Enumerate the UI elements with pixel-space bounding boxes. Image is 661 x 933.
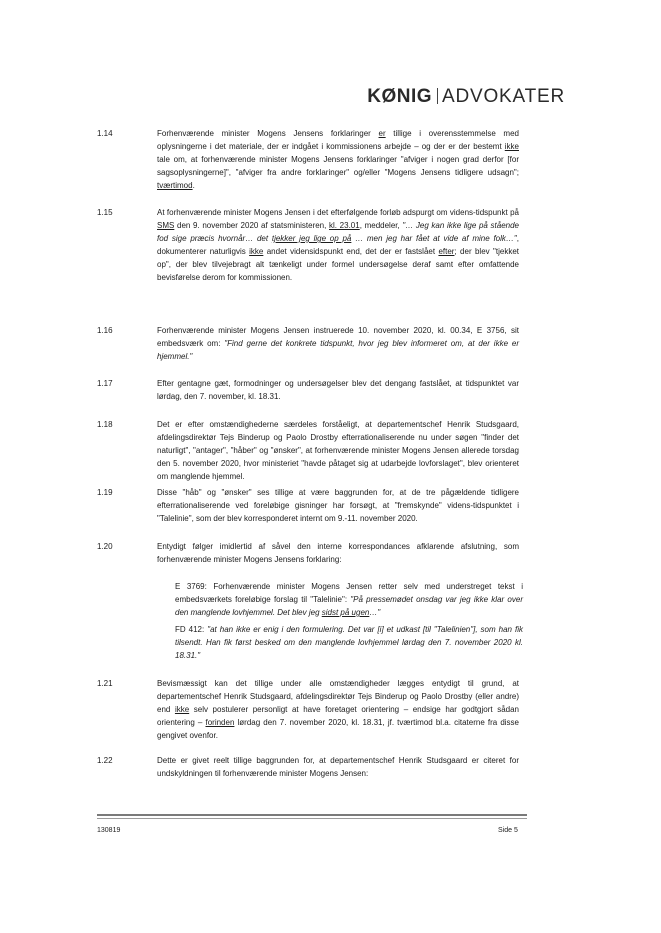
italic-quote: "… Jeg kan ikke lige på stående fod sige præcis hvornår… det <box>157 221 519 243</box>
paragraph-number: 1.15 <box>97 208 113 217</box>
footer-doc-id: 130819 <box>97 827 121 834</box>
paragraph-text: Disse "håb" og "ønsker" ses tillige at være baggrunden for, at de tre pågældende tidligere efterrationaliserende ved foreløbige gisninger har forsøgt, at "fremskynde" videns-tidspunktet i "Talelinie", som der blev korresponderet internt om 9.-11. november 2020. <box>157 488 519 523</box>
underlined-text: kl. 23.01 <box>329 221 360 230</box>
paragraph-number: 1.14 <box>97 129 113 138</box>
italic-quote: "Find gerne det konkrete tidspunkt, hvor jeg blev informeret om, at der ikke er hjemmel." <box>157 339 519 361</box>
logo-wordmark-advokater: ADVOKATER <box>442 86 565 107</box>
italic-quote: "at han ikke er enig i den formulering. Det var [i] et udkast [til "Talelinien"], som han fik tilsendt. Han fik først besked om den manglende lovhjemmel lørdag den 7. november 2020 kl. 18.31." <box>175 625 523 660</box>
text-run: Forhenværende minister Mogens Jensen instruerede 10. november 2020, kl. 00.34, E 3756, sit embedsværk om: <box>157 326 519 348</box>
quote-source: E 3769: Forhenværende minister Mogens Jensen retter selv med understreget tekst i embedsværkets foreløbige forslag til "Talelinie": <box>175 582 523 604</box>
paragraph-text <box>157 127 519 192</box>
paragraph-number: 1.20 <box>97 542 113 551</box>
paragraph-text <box>157 324 519 363</box>
text-run: At forhenværende minister Mogens Jensen i det efterfølgende forløb adspurgt om videns-tidspunkt på <box>157 208 519 217</box>
text-run: ; der blev "tjekket op", der blev tilvejebragt alt tænkeligt under formel undersøgelse deraf samt efter omfattende bevisførelse derom for kommissionen. <box>157 247 519 282</box>
underlined-text: ikke <box>174 705 190 714</box>
text-run: lørdag den 7. november 2020, kl. 18.31, jf. tværtimod bl.a. citaterne fra disse gengivet ovenfor. <box>157 718 519 740</box>
underlined-text: er <box>378 129 386 138</box>
underlined-text: ikke <box>504 142 519 151</box>
blockquote-fd412 <box>175 623 523 662</box>
text-run: den 9. november 2020 af statsministeren, <box>174 221 330 230</box>
paragraph-text <box>157 677 519 742</box>
text-run: tillige i overensstemmelse med oplysningerne i det materiale, der er indgået i kommissionens arbejde – og der er der bestemt <box>157 129 519 151</box>
text-run: , meddeler, <box>359 221 403 230</box>
paragraph-number: 1.17 <box>97 379 113 388</box>
italic-quote: "På pressemødet onsdag var jeg ikke klar over den manglende lovhjemmel. Det blev jeg <box>175 595 523 617</box>
underlined-text: tværtimod <box>157 181 193 190</box>
logo-divider <box>437 88 438 104</box>
paragraph-number: 1.22 <box>97 756 113 765</box>
paragraph-text: Entydigt følger imidlertid af såvel den interne korrespondances afklarende afslutning, som forhenværende minister Mogens Jensens forklaring: <box>157 542 519 564</box>
text-run: . <box>192 181 195 190</box>
underlined-text: ikke <box>249 247 264 256</box>
paragraph-number: 1.19 <box>97 488 113 497</box>
quote-source: FD 412: <box>175 625 208 634</box>
italic-underlined-quote: tjekker jeg lige op på <box>271 234 352 243</box>
paragraph-text: Efter gentagne gæt, formodninger og undersøgelser blev det dengang fastslået, at tidspunktet var lørdag, den 7. november, kl. 18.31. <box>157 379 519 401</box>
logo-wordmark-konig: KØNIG <box>367 86 433 107</box>
underlined-text: efter <box>438 247 455 256</box>
paragraph-number: 1.16 <box>97 326 113 335</box>
paragraph-text <box>157 206 519 284</box>
text-run: Forhenværende minister Mogens Jensens forklaringer <box>157 129 379 138</box>
text-run: tale om, at forhenværende minister Mogens Jensens forklaringer "afviger i nogen grad derfor [for sagsoplysningerne]", "afviger fra andre forklaringer" og/eller "Mogens Jensens tidligere udsagn"; <box>157 155 519 177</box>
paragraph-number: 1.18 <box>97 420 113 429</box>
underlined-text: SMS <box>157 221 175 230</box>
text-run: selv postulerer personligt at have foretaget orientering – endsige har godtgjort sådan orientering – <box>157 705 519 727</box>
footer-divider-thin <box>97 818 527 819</box>
italic-underlined-quote: sidst på ugen <box>321 608 370 617</box>
text-run: , dokumenterer naturligvis <box>157 234 519 256</box>
italic-quote: … men jeg har fået at vide af mine folk…" <box>351 234 517 243</box>
footer-divider <box>97 814 527 816</box>
logo <box>367 86 565 108</box>
underlined-text: forinden <box>205 718 235 727</box>
text-run: Bevismæssigt kan det tillige under alle omstændigheder lægges entydigt til grund, at departementschef Henrik Studsgaard, afdelingsdirektør Tejs Binderup og Paolo Drostby (eller andre) end <box>157 679 519 714</box>
paragraph-text: Dette er givet reelt tillige baggrunden for, at departementschef Henrik Studsgaard er citeret for undskyldningen til forhenværende minister Mogens Jensen: <box>157 756 519 778</box>
paragraph-number: 1.21 <box>97 679 113 688</box>
text-run: andet vidensidspunkt end, det der er fastslået <box>263 247 439 256</box>
italic-quote: …" <box>369 608 381 617</box>
footer-page-number: Side 5 <box>498 827 518 834</box>
paragraph-text: Det er efter omstændighederne særdeles forståeligt, at departementschef Henrik Studsgaard, afdelingsdirektør Tejs Binderup og Paolo Drostby efterrationaliserende nu under søgen "finder det naturligt", "antager", "håber" og "ønsker", at forhenværende minister Mogens Jensen allerede torsdag den 5. november 2020, hvor ministeriet "havde påtaget sig at udarbejde lovforslaget", blev orienteret om manglende hjemmel. <box>157 420 519 481</box>
blockquote-e3769 <box>175 580 523 619</box>
